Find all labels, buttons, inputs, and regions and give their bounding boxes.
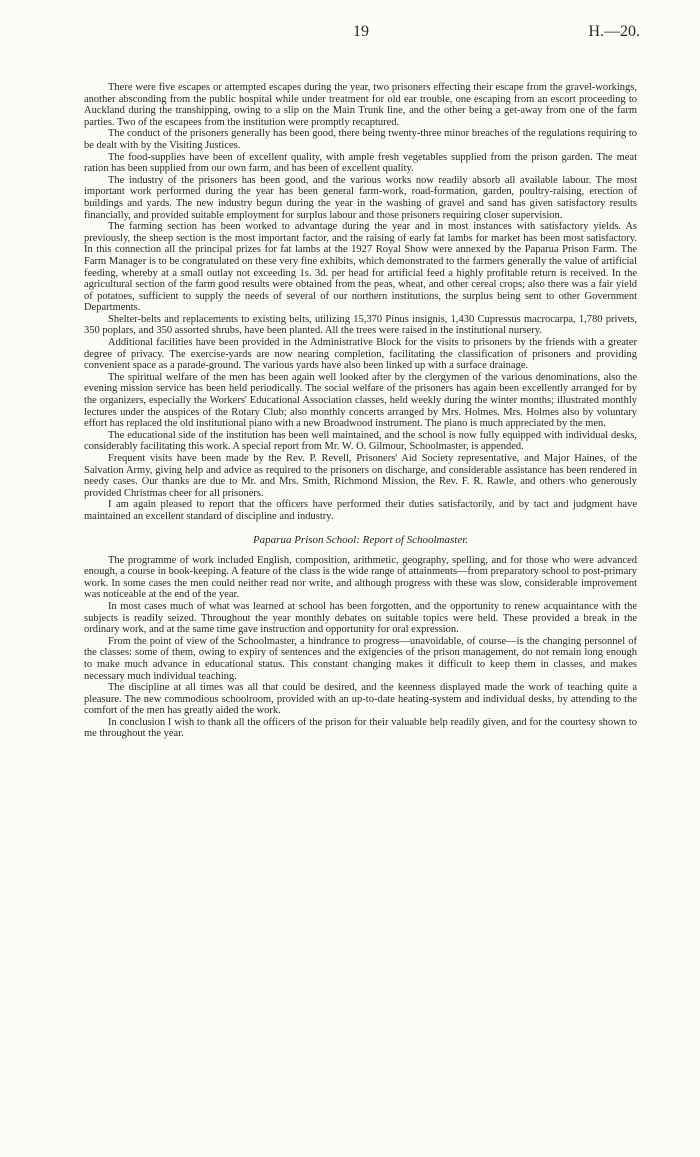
page-number: 19 (353, 23, 369, 40)
paragraph-hindrance: From the point of view of the Schoolmaster, a hindrance to progress—unavoidable, of course—is the changing personnel of the classes: some of them, owing to expiry of sentences and the exigencies of the prison management, do not remain long enough to make much advance in educational status. This constant changing makes it difficult to keep them in classes, and makes necessary much individual teaching. (84, 635, 637, 682)
paragraph-escapes: There were five escapes or attempted escapes during the year, two prisoners effecting their escape from the gravel-workings, another absconding from the public hospital while under treatment for old ear trouble, one escaping from an escort proceeding to Auckland during the transhipping, owing to a slip on the Main Trunk line, and the other being a get-away from one of the farm parties. Two of the escapees from the institution were promptly recaptured. (84, 82, 637, 128)
paragraph-facilities: Additional facilities have been provided in the Administrative Block for the visits to prisoners by the friends with a greater degree of privacy. The exercise-yards are now nearing completion, facilitating the classification of prisoners and providing convenient space as a parade-ground. The various yards have also been linked up with a surface drainage. (84, 337, 637, 372)
paragraph-programme: The programme of work included English, composition, arithmetic, geography, spelling, and for those who were advanced enough, a course in book-keeping. A feature of the class is the wide range of attainments—from preparatory school to post-primary work. In some cases the men could neither read nor write, and although progress with these was slow, considerable improvement was noticeable at the end of the year. (84, 554, 637, 601)
paragraph-discipline: The discipline at all times was all that could be desired, and the keenness displayed made the work of teaching quite a pleasure. The new commodious schoolroom, provided with an up-to-date heating-system and individual desks, by attending to the comfort of the men has greatly aided the work. (84, 682, 637, 717)
paragraph-visits: Frequent visits have been made by the Rev. P. Revell, Prisoners' Aid Society representative, and Major Haines, of the Salvation Army, giving help and advice as required to the prisoners on discharge, and considerable assistance has been rendered in needy cases. Our thanks are due to Mr. and Mrs. Smith, Richmond Mission, the Rev. F. R. Rawle, and others who generously provided Christmas cheer for all prisoners. (84, 453, 637, 499)
paragraph-farming: The farming section has been worked to advantage during the year and in most instances with satisfactory yields. As previously, the sheep section is the most important factor, and the raising of early fat lambs for market has been most satisfactory. In this connection all the principal prizes for fat lambs at the 1927 Royal Show were annexed by the Paparua Prison Farm. The Farm Manager is to be congratulated on these very fine exhibits, which demonstrated to the farmers generally the value of artificial feeding, whereby at a small outlay not exceeding 1s. 3d. per head for artificial feed a highly profitable return is received. In the agricultural section of the farm good results were obtained from the peas, wheat, and other cereal crops; also there was a fair yield of potatoes, sufficient to supply the needs of several of our northern institutions, the surplus being sent to other Government Departments. (84, 221, 637, 314)
paragraph-shelter-belts: Shelter-belts and replacements to existing belts, utilizing 15,370 Pinus insignis, 1,430 Cupressus macrocarpa, 1,780 privets, 350 poplars, and 350 assorted shrubs, have been planted. All the trees were raised in the institutional nursery. (84, 313, 637, 337)
page-body (84, 82, 637, 740)
paragraph-learning: In most cases much of what was learned at school has been forgotten, and the opportunity to renew acquaintance with the subjects is readily seized. Throughout the year monthly debates on suitable topics were held. These provided a break in the ordinary work, and at the same time gave instruction and opportunity for oral expression. (84, 600, 637, 636)
paragraph-conduct: The conduct of the prisoners generally has been good, there being twenty-three minor breaches of the regulations requiring to be dealt with by the Visiting Justices. (84, 128, 637, 151)
paragraph-officers: I am again pleased to report that the officers have performed their duties satisfactorily, and by tact and judgment have maintained an excellent standard of discipline and industry. (84, 499, 637, 522)
page-header (0, 23, 700, 47)
paragraph-welfare: The spiritual welfare of the men has been again well looked after by the clergymen of the various denominations, also the evening mission service has been held periodically. The social welfare of the prisoners has again been excellently arranged for by the organizers, especially the Workers' Educational Association classes, held weekly during the winter months; illustrated monthly lectures under the auspices of the Rotary Club; also monthly concerts arranged by Mrs. Holmes. Mrs. Holmes also by voluntary effort has replaced the old institutional piano with a new Broadwood instrument. The piano is much appreciated by the men. (84, 371, 637, 430)
paragraph-education: The educational side of the institution has been well maintained, and the school is now fully equipped with individual desks, considerably facilitating this work. A special report from Mr. W. O. Gilmour, Schoolmaster, is appended. (84, 429, 637, 453)
paragraph-conclusion: In conclusion I wish to thank all the officers of the prison for their valuable help readily given, and for the courtesy shown to me throughout the year. (84, 716, 637, 740)
school-report-heading: Paparua Prison School: Report of Schoolmaster. (252, 533, 469, 546)
document-reference: H.—20. (588, 23, 640, 40)
paragraph-industry: The industry of the prisoners has been good, and the various works now readily absorb all available labour. The most important work performed during the year has been general farm-work, road-formation, garden, poultry-raising, erection of buildings and yards. The new industry begun during the year in the washing of gravel and sand has given satisfactory results financially, and provided suitable employment for surplus labour and those prisoners requiring closer supervision. (84, 174, 637, 221)
paragraph-food-supplies: The food-supplies have been of excellent quality, with ample fresh vegetables supplied from the prison garden. The meat ration has been supplied from our own farm, and has been of excellent quality. (84, 151, 637, 175)
